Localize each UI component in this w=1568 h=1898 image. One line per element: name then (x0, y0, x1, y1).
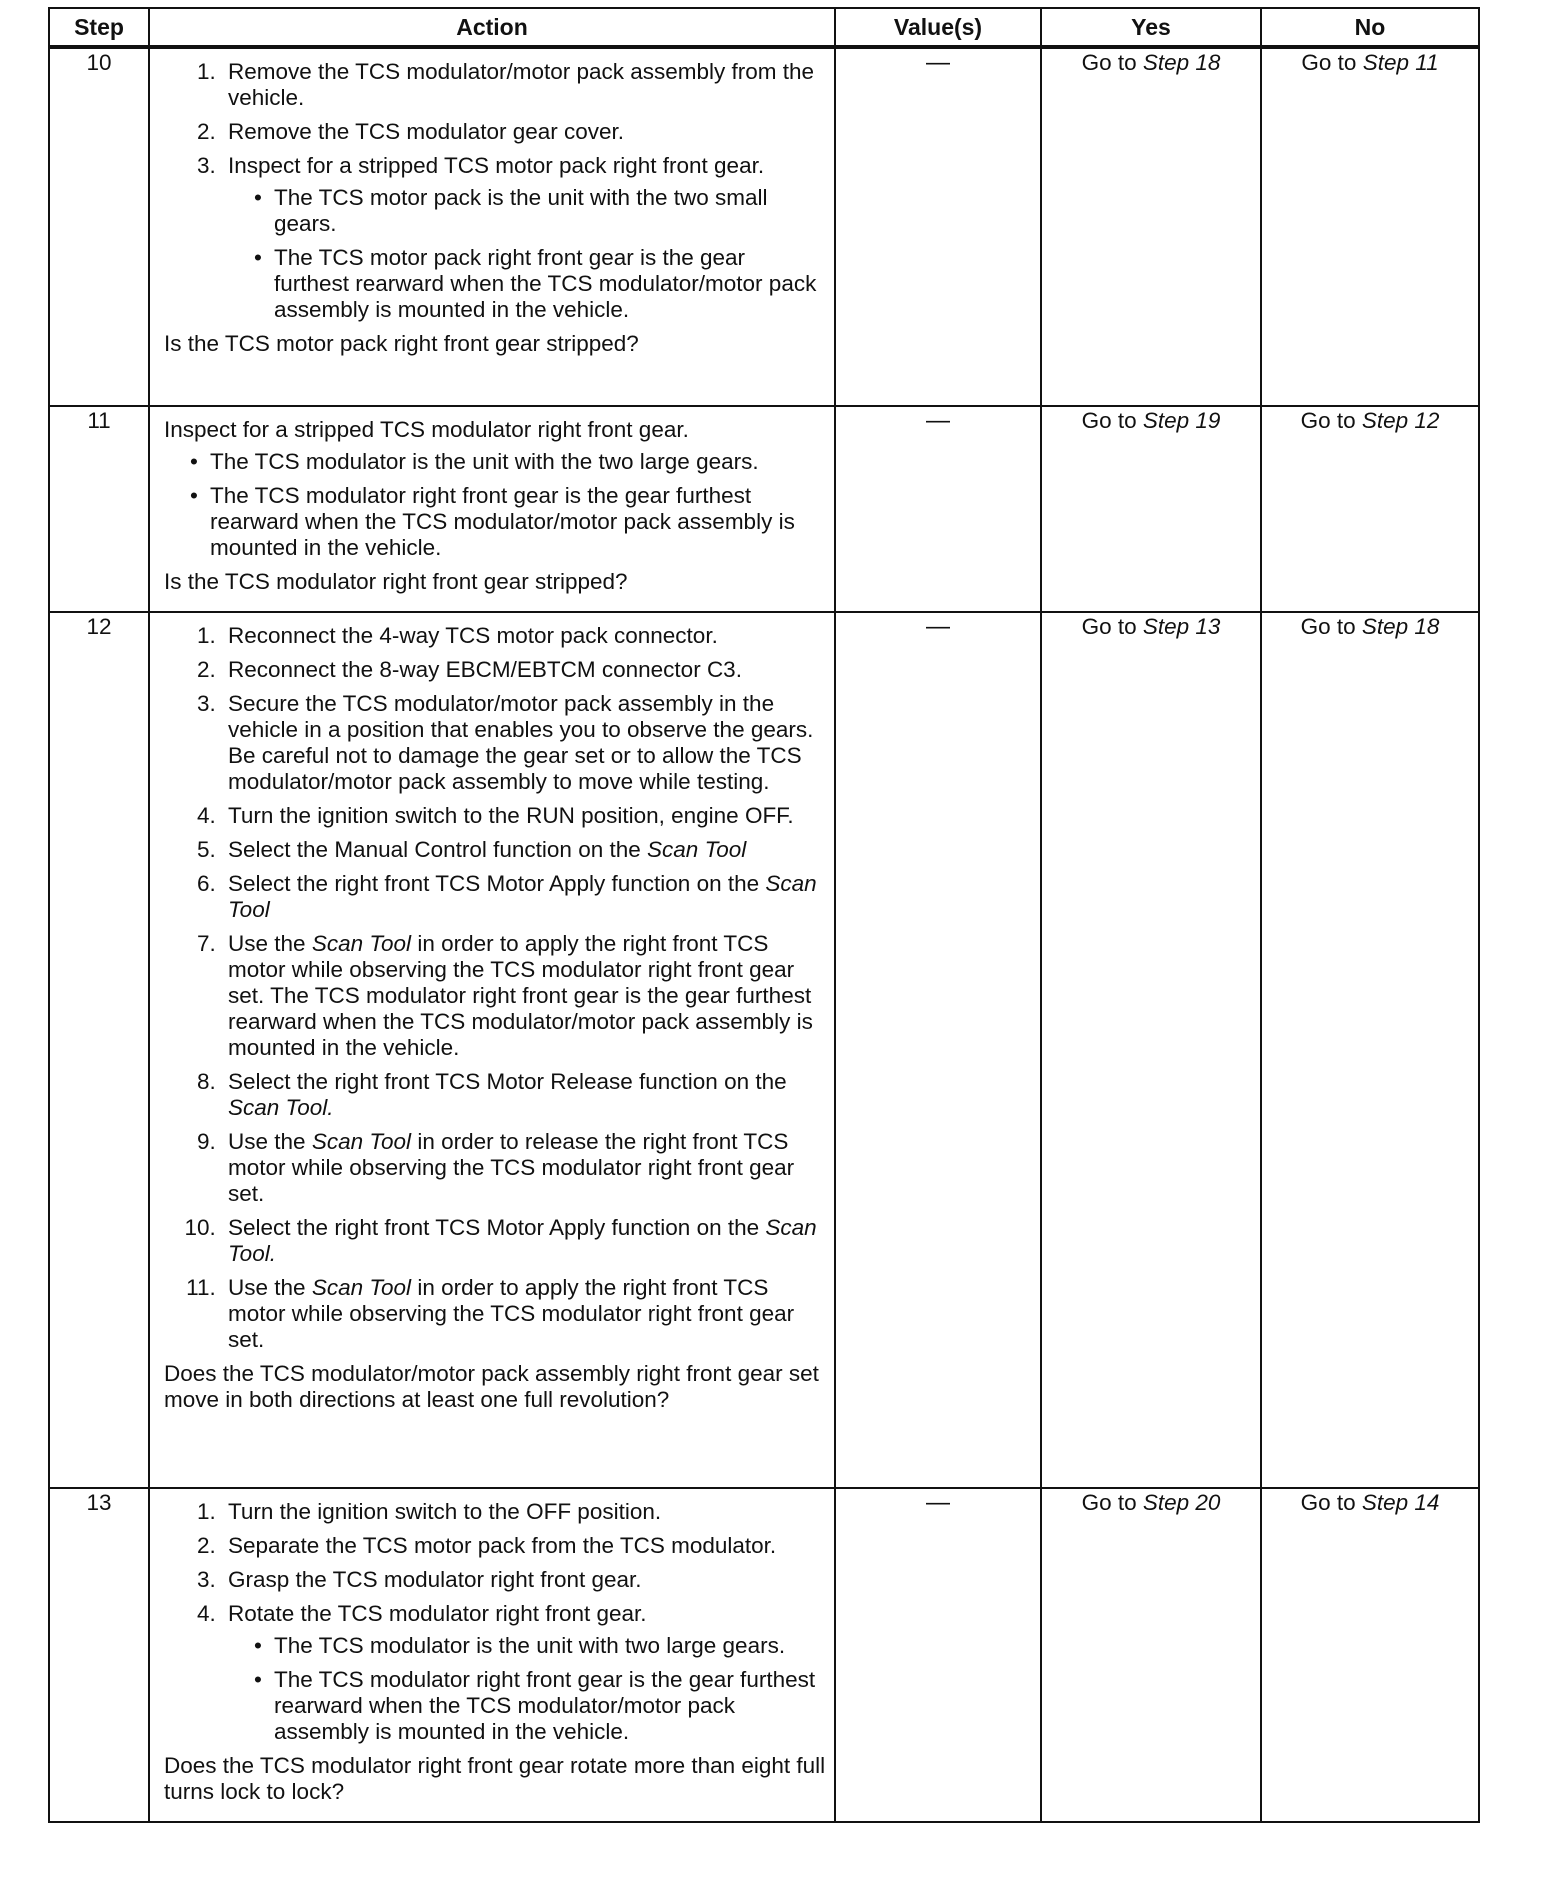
header-step: Step (49, 8, 149, 47)
scan-tool-ref: Scan Tool. (228, 1215, 817, 1266)
action-cell (149, 612, 835, 1488)
yes-step-link[interactable]: Step 13 (1142, 614, 1221, 639)
bullet-item: • The TCS motor pack right front gear is the gear furthest rearward when the TCS modulator/motor pack assembly is mounted in the vehicle. (254, 245, 826, 323)
table-row (49, 612, 1479, 1488)
question-text: Does the TCS modulator/motor pack assembly right front gear set move in both directions at least one full revolution? (164, 1361, 819, 1412)
yes-prefix: Go to (1081, 408, 1137, 433)
table-row (49, 47, 1479, 406)
bullet-item: • The TCS modulator right front gear is the gear furthest rearward when the TCS modulator/motor pack assembly is mounted in the vehicle. (254, 1667, 826, 1745)
action-item: 1. Turn the ignition switch to the OFF position. (222, 1499, 826, 1525)
action-text: Select the right front TCS Motor Apply function on the (228, 871, 760, 896)
step-number: 12 (49, 612, 149, 1488)
action-item (222, 1069, 826, 1121)
value-dash: — (926, 1489, 950, 1516)
action-item: 3. Secure the TCS modulator/motor pack assembly in the vehicle in a position that enables you to observe the gears. Be careful not to damage the gear set or to allow the TCS modulator/motor pack assembly to move while testing. (222, 691, 826, 795)
action-text: in order to apply the right front TCS motor while observing the TCS modulator right front gear set. The TCS modulator right front gear is the gear furthest rearward when the TCS modulator/motor pack assembly is mounted in the vehicle. (228, 931, 813, 1060)
bullet-item: • The TCS motor pack is the unit with the two small gears. (254, 185, 826, 237)
use-the-text: Use the (228, 1275, 306, 1300)
action-item: 3. Grasp the TCS modulator right front gear. (222, 1567, 826, 1593)
header-action: Action (149, 8, 835, 47)
action-item: 2. Reconnect the 8-way EBCM/EBTCM connector C3. (222, 657, 826, 683)
action-item (222, 837, 826, 863)
no-step-link[interactable]: Step 11 (1362, 50, 1439, 75)
action-item: 2. Remove the TCS modulator gear cover. (222, 119, 826, 145)
yes-cell (1041, 1488, 1261, 1822)
question-text: Is the TCS motor pack right front gear stripped? (164, 331, 639, 356)
no-step-link[interactable]: Step 12 (1361, 408, 1440, 433)
action-item: 4. Turn the ignition switch to the RUN position, engine OFF. (222, 803, 826, 829)
no-step-link[interactable]: Step 14 (1361, 1490, 1440, 1515)
bullet-list (164, 449, 826, 561)
action-text: Inspect for a stripped TCS motor pack right front gear. (228, 153, 765, 178)
value-cell (835, 612, 1041, 1488)
step-number: 10 (49, 47, 149, 406)
value-cell (835, 47, 1041, 406)
no-prefix: Go to (1300, 408, 1356, 433)
action-cell (149, 406, 835, 612)
bullet-list (228, 1633, 826, 1745)
header-values: Value(s) (835, 8, 1041, 47)
question-text: Does the TCS modulator right front gear rotate more than eight full turns lock to lock? (164, 1753, 826, 1804)
action-list (164, 623, 826, 1353)
action-item (222, 871, 826, 923)
action-item (222, 931, 826, 1061)
scan-tool-ref: Scan Tool. (228, 1095, 334, 1120)
bullet-item: • The TCS modulator is the unit with two large gears. (254, 1633, 826, 1659)
no-cell (1261, 612, 1479, 1488)
action-text: in order to apply the right front TCS motor while observing the TCS modulator right front gear set. (228, 1275, 795, 1352)
scan-tool-ref: Scan Tool (311, 931, 412, 956)
value-dash: — (926, 613, 950, 640)
no-step-link[interactable]: Step 18 (1361, 614, 1440, 639)
action-item (222, 1215, 826, 1267)
diagnostic-table (48, 7, 1480, 1823)
yes-cell (1041, 612, 1261, 1488)
no-cell (1261, 47, 1479, 406)
scan-tool-ref: Scan Tool (311, 1129, 412, 1154)
use-the-text: Use the (228, 1129, 306, 1154)
table-row (49, 1488, 1479, 1822)
yes-step-link[interactable]: Step 18 (1142, 50, 1221, 75)
action-list (164, 1499, 826, 1745)
yes-prefix: Go to (1081, 614, 1137, 639)
action-item: 1. Remove the TCS modulator/motor pack assembly from the vehicle. (222, 59, 826, 111)
bullet-list (228, 185, 826, 323)
header-no: No (1261, 8, 1479, 47)
action-item (222, 1129, 826, 1207)
action-cell (149, 1488, 835, 1822)
bullet-item: • The TCS modulator right front gear is the gear furthest rearward when the TCS modulator/motor pack assembly is mounted in the vehicle. (190, 483, 826, 561)
action-text: Select the right front TCS Motor Release function on the (228, 1069, 787, 1094)
yes-step-link[interactable]: Step 20 (1142, 1490, 1221, 1515)
action-item (222, 1601, 826, 1745)
action-list (164, 59, 826, 323)
action-item (222, 153, 826, 323)
use-the-text: Use the (228, 931, 306, 956)
yes-cell (1041, 406, 1261, 612)
no-prefix: Go to (1300, 614, 1356, 639)
no-cell (1261, 1488, 1479, 1822)
action-text: Select the right front TCS Motor Apply function on the (228, 1215, 760, 1240)
action-item: 1. Reconnect the 4-way TCS motor pack connector. (222, 623, 826, 649)
action-text: Rotate the TCS modulator right front gear. (228, 1601, 647, 1626)
action-text: in order to release the right front TCS motor while observing the TCS modulator right front gear set. (228, 1129, 795, 1206)
no-cell (1261, 406, 1479, 612)
value-cell (835, 1488, 1041, 1822)
value-dash: — (926, 407, 950, 434)
intro-text: Inspect for a stripped TCS modulator right front gear. (164, 417, 689, 442)
table-row (49, 406, 1479, 612)
header-yes: Yes (1041, 8, 1261, 47)
scan-tool-ref: Scan Tool (311, 1275, 412, 1300)
action-item: 2. Separate the TCS motor pack from the TCS modulator. (222, 1533, 826, 1559)
no-prefix: Go to (1300, 1490, 1356, 1515)
header-row (49, 8, 1479, 47)
value-cell (835, 406, 1041, 612)
step-number: 13 (49, 1488, 149, 1822)
scan-tool-ref: Scan Tool (647, 837, 747, 862)
no-prefix: Go to (1301, 50, 1357, 75)
yes-prefix: Go to (1081, 1490, 1137, 1515)
action-cell (149, 47, 835, 406)
bullet-item: • The TCS modulator is the unit with the two large gears. (190, 449, 826, 475)
step-number: 11 (49, 406, 149, 612)
yes-cell (1041, 47, 1261, 406)
scan-tool-ref: Scan Tool (228, 871, 817, 922)
value-dash: — (926, 49, 950, 76)
yes-step-link[interactable]: Step 19 (1142, 408, 1221, 433)
action-text: Select the Manual Control function on the (228, 837, 641, 862)
question-text: Is the TCS modulator right front gear stripped? (164, 569, 628, 594)
action-item (222, 1275, 826, 1353)
yes-prefix: Go to (1081, 50, 1137, 75)
